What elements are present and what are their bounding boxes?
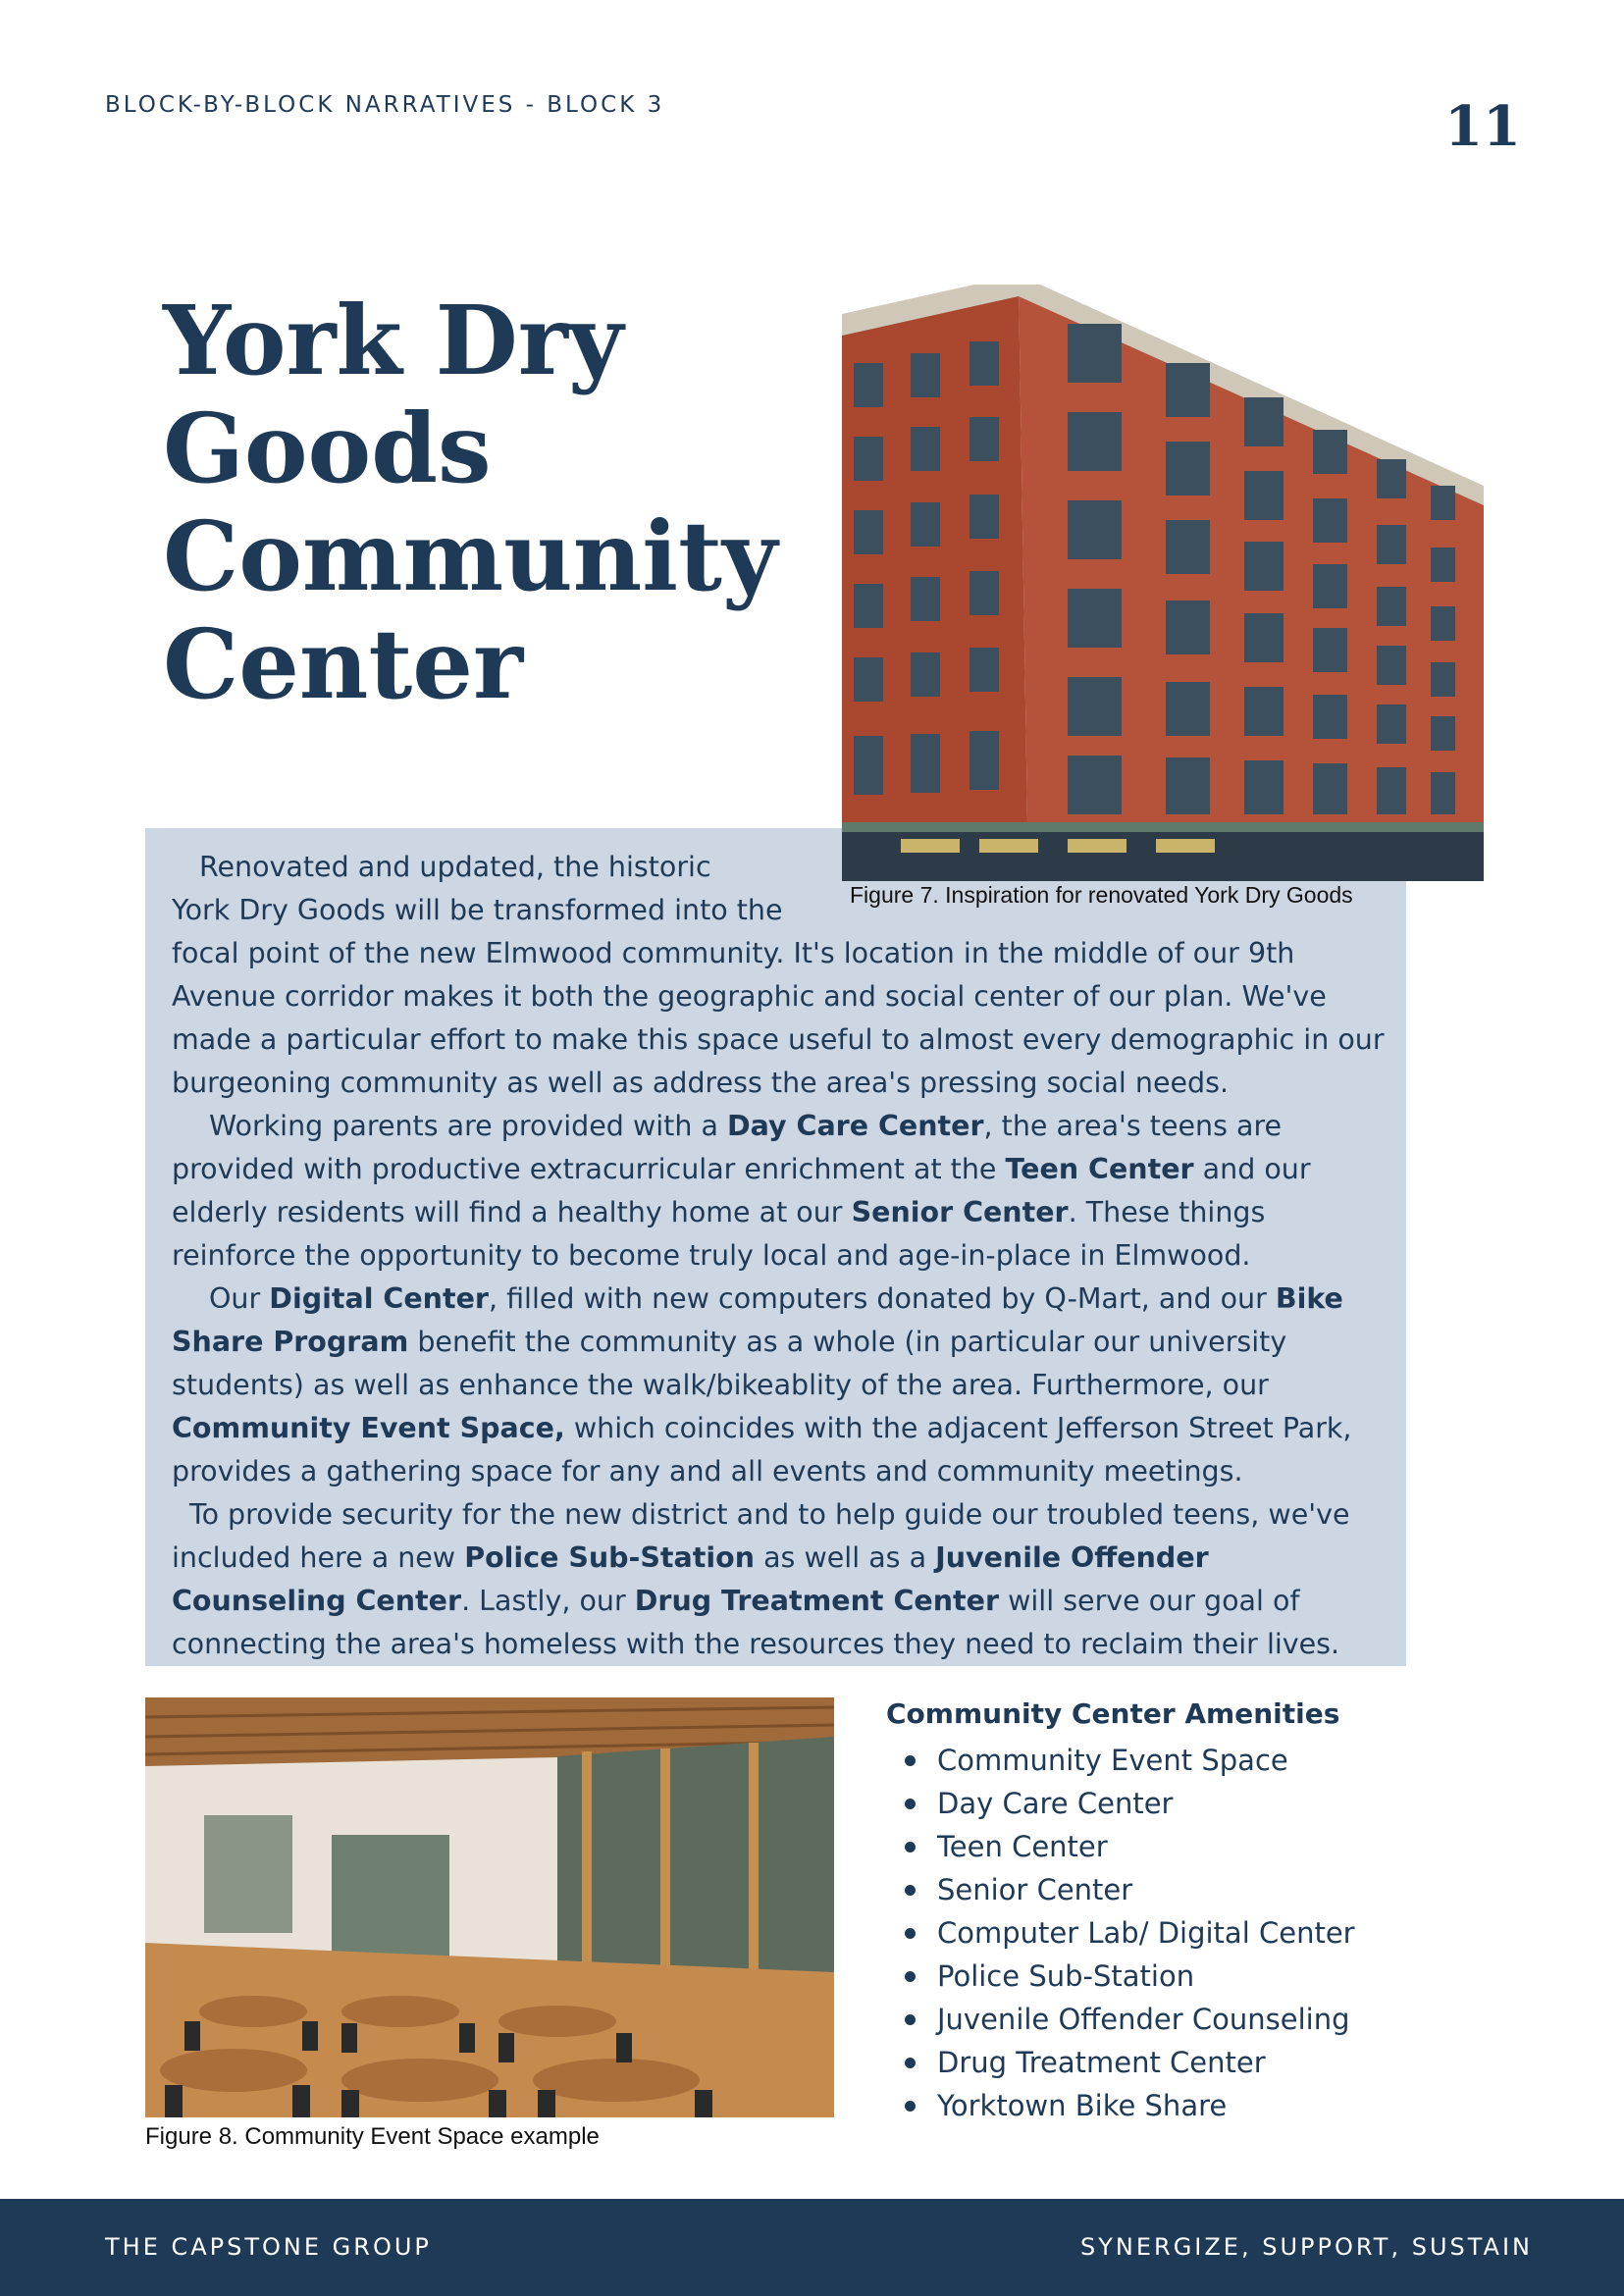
footer-company: THE CAPSTONE GROUP: [105, 2233, 432, 2261]
juvenile-counseling-bold: Juvenile Offender Counseling Center: [172, 1541, 1209, 1617]
senior-center-bold: Senior Center: [851, 1196, 1069, 1228]
paragraph-intro: [172, 846, 1388, 1666]
p4-text: will serve our goal of connecting the area's homeless with the resources they need to reclaim their lives.: [172, 1585, 1340, 1660]
page-title: [163, 287, 791, 718]
amenity-item: Community Event Space: [903, 1739, 1355, 1782]
page-number: 11: [1444, 94, 1521, 159]
p3-text: which coincides with the adjacent Jefferson Street Park, provides a gathering space for any and all events and community meetings.: [172, 1412, 1352, 1487]
drug-treatment-bold: Drug Treatment Center: [634, 1585, 1000, 1617]
amenities-list: [903, 1739, 1355, 2127]
footer-tagline: SYNERGIZE, SUPPORT, SUSTAIN: [1080, 2233, 1533, 2261]
title-line: Community: [163, 500, 778, 612]
p4-text: . Lastly, our: [461, 1585, 635, 1617]
p3-text: benefit the community as a whole (in particular our university students) as well as enhance the walk/bikeablity of the area. Furthermore, our: [172, 1326, 1287, 1401]
digital-center-bold: Digital Center: [269, 1282, 489, 1315]
day-care-bold: Day Care Center: [727, 1110, 984, 1142]
p2-text: and our elderly residents will find a healthy home at our: [172, 1153, 1311, 1228]
intro-line-1: Renovated and updated, the historic: [199, 851, 711, 883]
title-line: Center: [163, 608, 524, 720]
amenity-item: Juvenile Offender Counseling: [903, 1998, 1355, 2041]
amenities-title: Community Center Amenities: [886, 1697, 1340, 1730]
amenity-item: Senior Center: [903, 1868, 1355, 1911]
amenity-item: Police Sub-Station: [903, 1955, 1355, 1998]
p4-text: To provide security for the new district and to help guide our troubled teens, we've included here a new: [172, 1498, 1350, 1574]
p2-text: Working parents are provided with a: [209, 1110, 728, 1142]
p3-text: Our: [209, 1282, 270, 1315]
p2-text: . These things reinforce the opportunity to become truly local and age-in-place in Elmwood.: [172, 1196, 1266, 1272]
intro-line-2: York Dry Goods will be transformed into the: [172, 894, 783, 926]
event-space-illustration: [145, 1697, 834, 2117]
building-photo: [842, 285, 1484, 881]
intro-rest: focal point of the new Elmwood community. It's location in the middle of our 9th Avenue corridor makes it both the geographic and social center of our plan. We've made a particular effort to make this space useful to almost every demographic in our burgeoning community as well as address the area's pressing social needs.: [172, 937, 1385, 1099]
amenity-item: Drug Treatment Center: [903, 2041, 1355, 2084]
title-line: Goods: [163, 392, 492, 504]
amenity-item: Yorktown Bike Share: [903, 2084, 1355, 2127]
bike-share-bold: Bike Share Program: [172, 1282, 1343, 1358]
teen-center-bold: Teen Center: [1005, 1153, 1194, 1185]
event-space-bold: Community Event Space,: [172, 1412, 565, 1444]
title-line: York Dry: [163, 285, 624, 396]
event-space-photo: [145, 1697, 834, 2117]
amenity-item: Day Care Center: [903, 1782, 1355, 1825]
amenity-item: Teen Center: [903, 1825, 1355, 1868]
figure-7-caption: Figure 7. Inspiration for renovated York Dry Goods: [850, 882, 1353, 908]
p4-text: as well as a: [755, 1541, 936, 1574]
p2-text: , the area's teens are provided with productive extracurricular enrichment at the: [172, 1110, 1283, 1185]
p3-text: , filled with new computers donated by Q-Mart, and our: [488, 1282, 1276, 1315]
amenity-item: Computer Lab/ Digital Center: [903, 1911, 1355, 1955]
section-label: BLOCK-BY-BLOCK NARRATIVES - BLOCK 3: [105, 92, 665, 118]
police-substation-bold: Police Sub-Station: [464, 1541, 756, 1574]
figure-8-caption: Figure 8. Community Event Space example: [145, 2123, 600, 2150]
building-illustration: [842, 285, 1484, 881]
